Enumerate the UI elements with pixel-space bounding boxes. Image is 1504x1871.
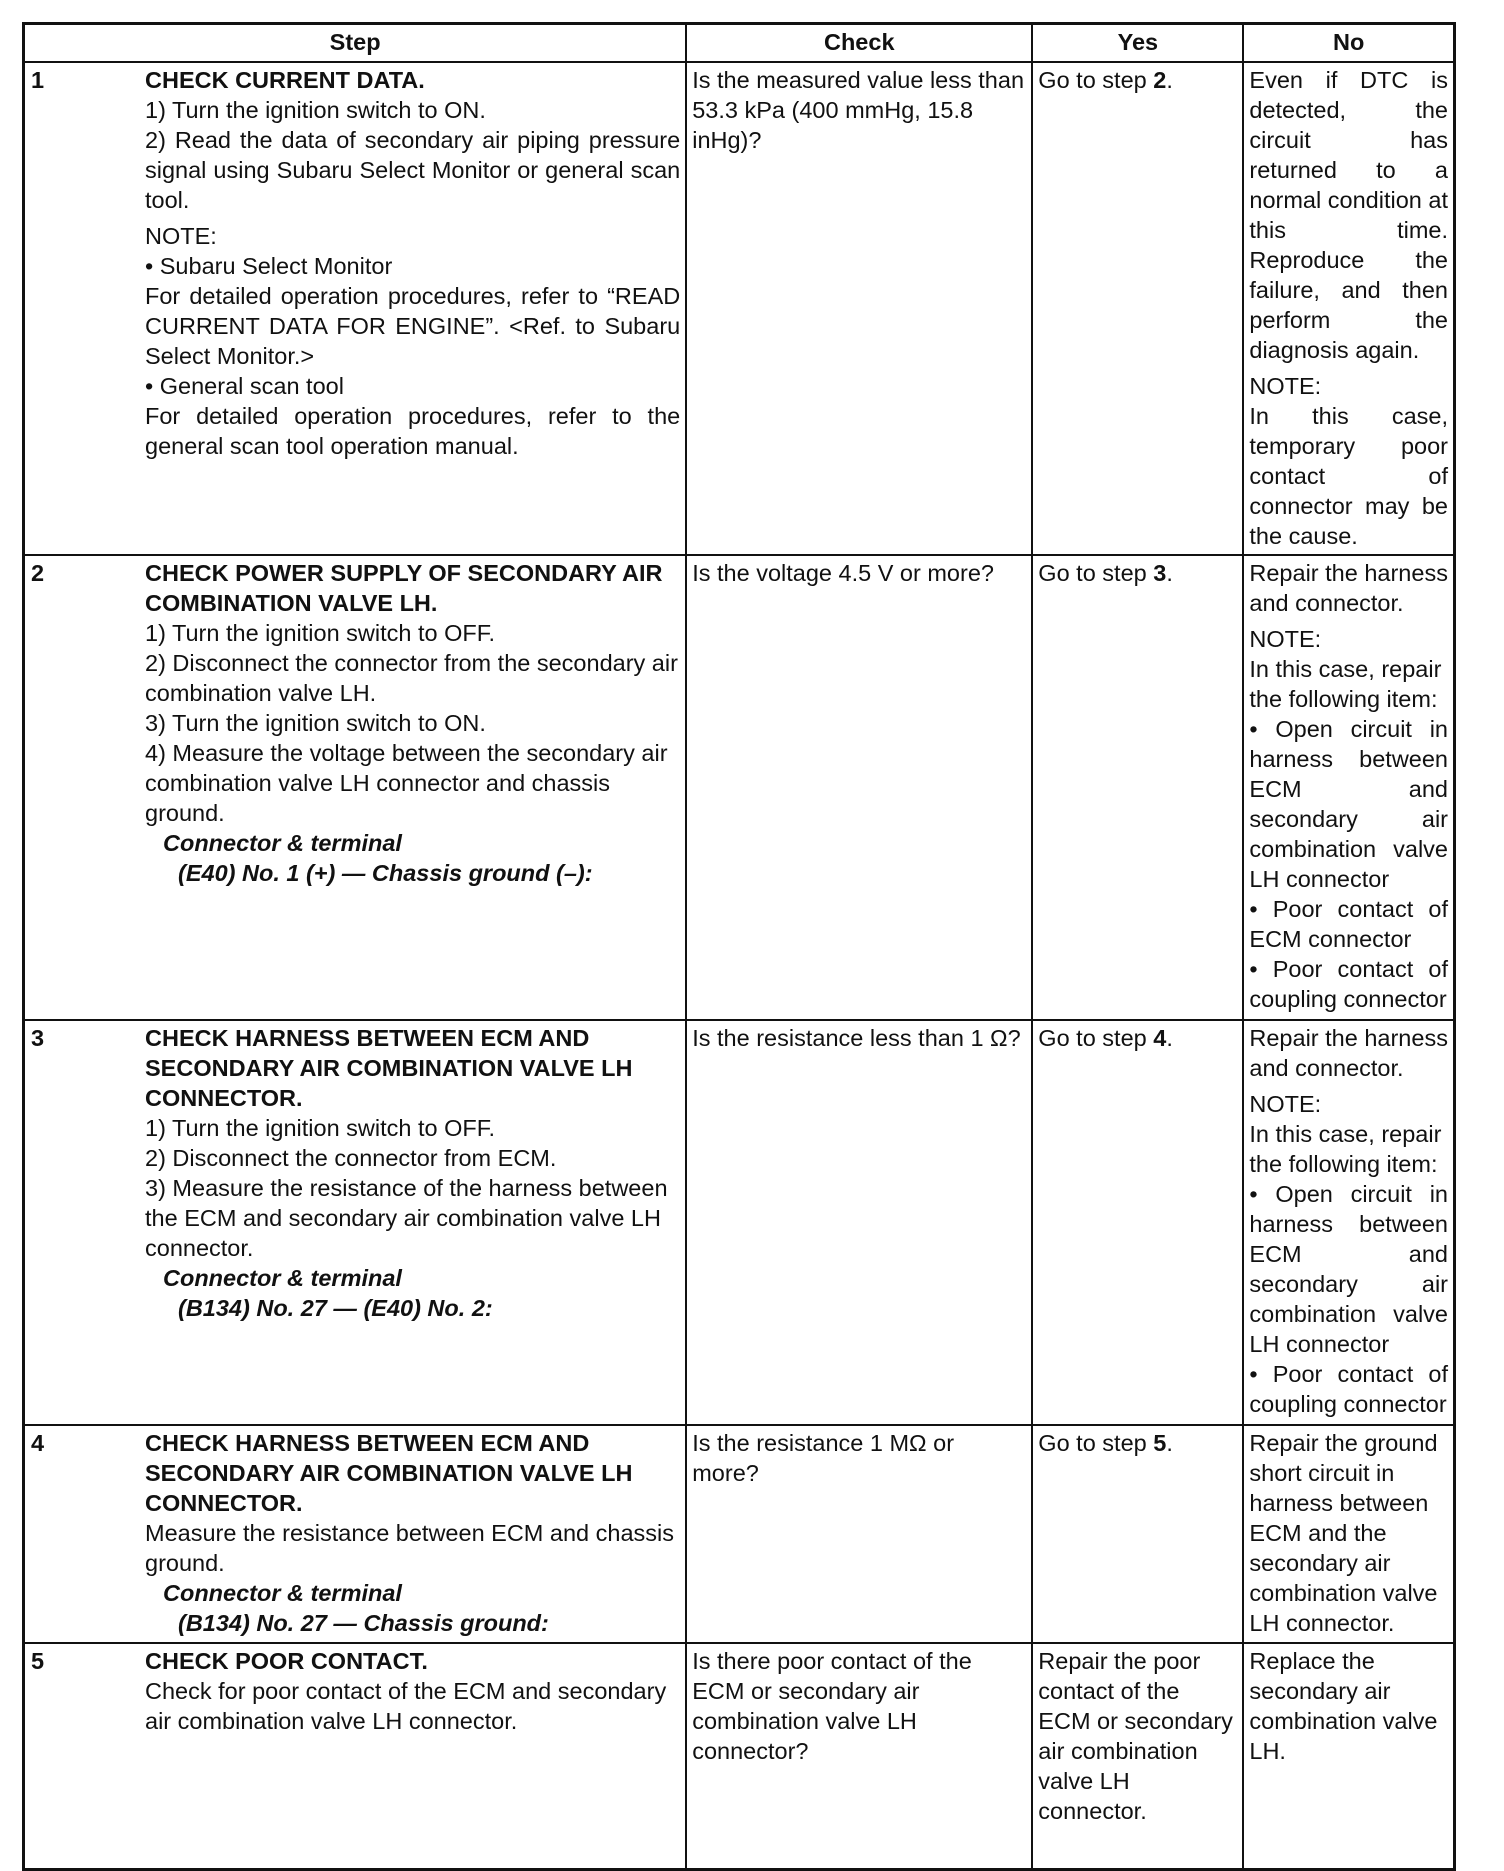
step-cell bbox=[24, 1643, 687, 1869]
no-action: Repair the harness and connector. bbox=[1249, 560, 1448, 616]
step-title: CHECK HARNESS BETWEEN ECM AND SECONDARY AIR COMBINATION VALVE LH CONNECTOR. bbox=[145, 1025, 633, 1111]
check-cell bbox=[686, 1643, 1032, 1869]
yes-step-link[interactable]: 5 bbox=[1153, 1430, 1167, 1456]
no-note-line: In this case, temporary poor contact of connector may be the cause. bbox=[1249, 403, 1448, 549]
step-number: 1 bbox=[31, 67, 45, 93]
step-instruction: Measure the resistance between ECM and chassis ground. bbox=[145, 1520, 675, 1576]
no-note-line: In this case, repair the following item: bbox=[1249, 1121, 1442, 1177]
header-yes: Yes bbox=[1032, 24, 1243, 63]
header-no: No bbox=[1243, 24, 1454, 63]
step-instruction: 2) Disconnect the connector from the secondary air combination valve LH. bbox=[145, 650, 678, 706]
no-cell bbox=[1243, 555, 1454, 1020]
no-cell bbox=[1243, 62, 1454, 555]
no-cell bbox=[1243, 1020, 1454, 1425]
no-note-line: • Poor contact of coupling connector bbox=[1249, 956, 1448, 1012]
step-cell bbox=[24, 555, 687, 1020]
yes-suffix: . bbox=[1166, 560, 1173, 586]
table-row bbox=[24, 62, 1455, 555]
no-note-line: • Poor contact of coupling connector bbox=[1249, 1361, 1448, 1417]
no-note-label: NOTE: bbox=[1249, 373, 1322, 399]
step-instruction: 4) Measure the voltage between the secondary air combination valve LH connector and chassis ground. bbox=[145, 740, 668, 826]
connector-terminal-label: Connector & terminal bbox=[163, 830, 402, 856]
yes-suffix: . bbox=[1166, 1025, 1173, 1051]
table-row bbox=[24, 1020, 1455, 1425]
step-cell bbox=[24, 62, 687, 555]
yes-action: Repair the poor contact of the ECM or secondary air combination valve LH connector. bbox=[1038, 1648, 1233, 1824]
step-title: CHECK CURRENT DATA. bbox=[145, 67, 425, 93]
yes-step-link[interactable]: 3 bbox=[1153, 560, 1167, 586]
check-cell bbox=[686, 555, 1032, 1020]
yes-cell bbox=[1032, 555, 1243, 1020]
connector-terminal-label: Connector & terminal bbox=[163, 1265, 402, 1291]
step-instruction: 3) Turn the ignition switch to ON. bbox=[145, 710, 486, 736]
yes-prefix: Go to step bbox=[1038, 560, 1154, 586]
step-instruction: 1) Turn the ignition switch to OFF. bbox=[145, 1115, 496, 1141]
yes-prefix: Go to step bbox=[1038, 1430, 1154, 1456]
no-note-line: In this case, repair the following item: bbox=[1249, 656, 1442, 712]
step-cell bbox=[24, 1020, 687, 1425]
header-row bbox=[24, 24, 1455, 63]
diagnosis-table bbox=[22, 22, 1456, 1871]
step-title: CHECK POOR CONTACT. bbox=[145, 1648, 428, 1674]
check-question: Is the voltage 4.5 V or more? bbox=[692, 560, 994, 586]
check-question: Is the resistance less than 1 Ω? bbox=[692, 1025, 1021, 1051]
no-note-label: NOTE: bbox=[1249, 626, 1322, 652]
header-step: Step bbox=[24, 24, 687, 63]
check-question: Is the measured value less than 53.3 kPa (400 mmHg, 15.8 inHg)? bbox=[692, 67, 1025, 153]
connector-terminal-value: (B134) No. 27 — Chassis ground: bbox=[178, 1610, 549, 1636]
no-action: Replace the secondary air combination valve LH. bbox=[1249, 1648, 1438, 1764]
step-instruction: 3) Measure the resistance of the harness between the ECM and secondary air combination valve LH connector. bbox=[145, 1175, 668, 1261]
no-note-label: NOTE: bbox=[1249, 1091, 1322, 1117]
check-question: Is there poor contact of the ECM or secondary air combination valve LH connector? bbox=[692, 1648, 972, 1764]
no-action: Even if DTC is detected, the circuit has returned to a normal condition at this time. Reproduce the failure, and then perform the diagnosis again. bbox=[1249, 67, 1448, 363]
step-title: CHECK HARNESS BETWEEN ECM AND SECONDARY AIR COMBINATION VALVE LH CONNECTOR. bbox=[145, 1430, 633, 1516]
table-row bbox=[24, 1425, 1455, 1643]
note-label: NOTE: bbox=[145, 223, 217, 249]
yes-prefix: Go to step bbox=[1038, 1025, 1154, 1051]
yes-suffix: . bbox=[1166, 1430, 1173, 1456]
check-cell bbox=[686, 1020, 1032, 1425]
yes-cell bbox=[1032, 1425, 1243, 1643]
connector-terminal-label: Connector & terminal bbox=[163, 1580, 402, 1606]
note-line: • General scan tool bbox=[145, 373, 344, 399]
step-instruction: 2) Disconnect the connector from ECM. bbox=[145, 1145, 557, 1171]
no-cell bbox=[1243, 1425, 1454, 1643]
note-line: • Subaru Select Monitor bbox=[145, 253, 393, 279]
yes-suffix: . bbox=[1166, 67, 1173, 93]
table-row bbox=[24, 555, 1455, 1020]
step-instruction: 2) Read the data of secondary air piping pressure signal using Subaru Select Monitor or general scan tool. bbox=[145, 127, 681, 213]
no-note-line: • Open circuit in harness between ECM and secondary air combination valve LH connector bbox=[1249, 716, 1448, 892]
connector-terminal-value: (B134) No. 27 — (E40) No. 2: bbox=[178, 1295, 493, 1321]
note-line: For detailed operation procedures, refer to the general scan tool operation manual. bbox=[145, 403, 681, 459]
note-line: For detailed operation procedures, refer to “READ CURRENT DATA FOR ENGINE”. <Ref. to Subaru Select Monitor.> bbox=[145, 283, 681, 369]
yes-step-link[interactable]: 2 bbox=[1153, 67, 1167, 93]
step-number: 4 bbox=[31, 1430, 45, 1456]
step-instruction: Check for poor contact of the ECM and secondary air combination valve LH connector. bbox=[145, 1678, 667, 1734]
yes-step-link[interactable]: 4 bbox=[1153, 1025, 1167, 1051]
step-instruction: 1) Turn the ignition switch to OFF. bbox=[145, 620, 496, 646]
yes-cell bbox=[1032, 1643, 1243, 1869]
step-instruction: 1) Turn the ignition switch to ON. bbox=[145, 97, 486, 123]
no-cell bbox=[1243, 1643, 1454, 1869]
no-action: Repair the ground short circuit in harness between ECM and the secondary air combination valve LH connector. bbox=[1249, 1430, 1438, 1636]
step-number: 2 bbox=[31, 560, 45, 586]
no-note-line: • Open circuit in harness between ECM and secondary air combination valve LH connector bbox=[1249, 1181, 1448, 1357]
step-title: CHECK POWER SUPPLY OF SECONDARY AIR COMBINATION VALVE LH. bbox=[145, 560, 663, 616]
yes-cell bbox=[1032, 1020, 1243, 1425]
check-question: Is the resistance 1 MΩ or more? bbox=[692, 1430, 955, 1486]
header-check: Check bbox=[686, 24, 1032, 63]
connector-terminal-value: (E40) No. 1 (+) — Chassis ground (–): bbox=[178, 860, 593, 886]
table-row bbox=[24, 1643, 1455, 1869]
no-note-line: • Poor contact of ECM connector bbox=[1249, 896, 1448, 952]
step-number: 3 bbox=[31, 1025, 45, 1051]
check-cell bbox=[686, 1425, 1032, 1643]
yes-prefix: Go to step bbox=[1038, 67, 1154, 93]
step-cell bbox=[24, 1425, 687, 1643]
check-cell bbox=[686, 62, 1032, 555]
step-number: 5 bbox=[31, 1648, 45, 1674]
yes-cell bbox=[1032, 62, 1243, 555]
no-action: Repair the harness and connector. bbox=[1249, 1025, 1448, 1081]
